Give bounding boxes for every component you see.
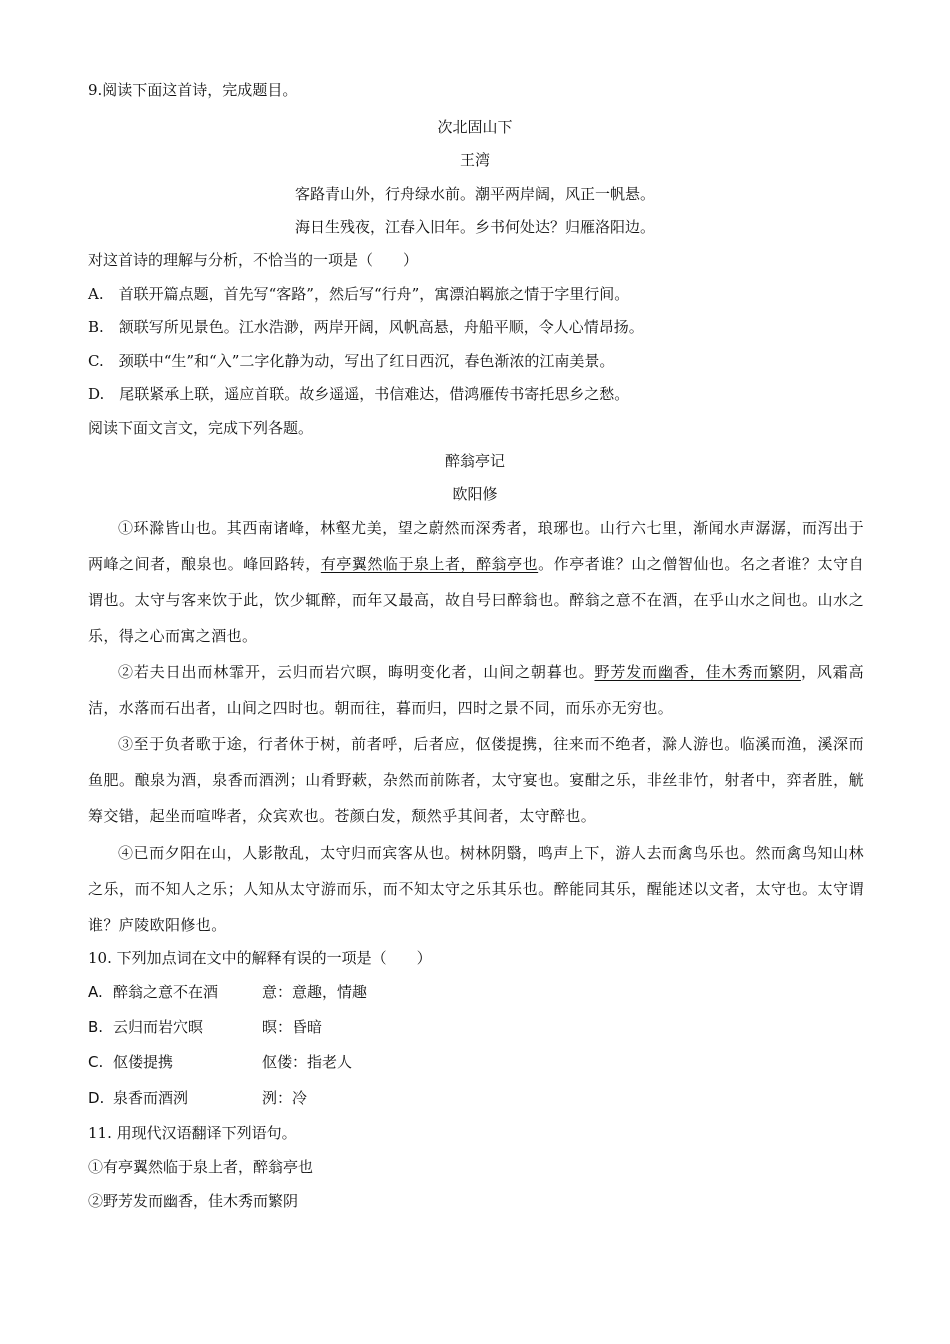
option-phrase: 云归而岩穴暝 xyxy=(113,1018,204,1036)
passage-author: 欧阳修 xyxy=(452,485,498,503)
passage-intro: 阅读下面文言文，完成下列各题。 xyxy=(88,419,314,437)
passage-paragraph-4: ④已而夕阳在山，人影散乱，太守归而宾客从也。树林阴翳，鸣声上下，游人去而禽鸟乐也。然而禽鸟知山林之乐，而不知人之乐；人知从太守游而乐，而不知太守之乐其乐也。醉能同其乐，醒能述以文者，太守也。太守谓谁？庐陵欧阳修也。 xyxy=(88,844,864,934)
q9-question: 对这首诗的理解与分析，不恰当的一项是（ ） xyxy=(88,251,419,269)
q9-option-a: A. 首联开篇点题，首先写“客路”，然后写“行舟”，寓漂泊羁旅之情于字里行间。 xyxy=(88,285,630,303)
q11-question: 11. 用现代汉语翻译下列语句。 xyxy=(88,1124,297,1142)
passage-paragraph-2: ②若夫日出而林霏开，云归而岩穴暝，晦明变化者，山间之朝暮也。野芳发而幽香，佳木秀而繁阴，风霜高洁，水落而石出者，山间之四时也。朝而往，暮而归，四时之景不同，而乐亦无穷也。 xyxy=(88,663,864,717)
option-label: D. xyxy=(88,1089,105,1107)
underlined-sentence-1: 有亭翼然临于泉上者，醉翁亭也 xyxy=(320,555,539,573)
option-meaning: 暝：昏暗 xyxy=(262,1018,323,1036)
option-phrase: 伛偻提携 xyxy=(113,1053,174,1071)
passage-paragraph-1: ①环滁皆山也。其西南诸峰，林壑尤美，望之蔚然而深秀者，琅琊也。山行六七里，渐闻水声潺潺，而泻出于两峰之间者，酿泉也。峰回路转，有亭翼然临于泉上者，醉翁亭也。作亭者谁？山之僧智仙也。名之者谁？太守自谓也。太守与客来饮于此，饮少辄醉，而年又最高，故自号曰醉翁也。醉翁之意不在酒，在乎山水之间也。山水之乐，得之心而寓之酒也。 xyxy=(88,519,864,645)
poem-author: 王湾 xyxy=(459,151,490,169)
option-meaning: 意：意趣，情趣 xyxy=(262,983,368,1001)
option-meaning: 伛偻：指老人 xyxy=(262,1053,353,1071)
poem-line-1: 客路青山外，行舟绿水前。潮平两岸阔，风正一帆悬。 xyxy=(294,185,655,203)
option-phrase: 醉翁之意不在酒 xyxy=(113,983,219,1001)
q9-option-b: B. 颔联写所见景色。江水浩渺，两岸开阔，风帆高悬，舟船平顺，令人心情昂扬。 xyxy=(88,318,644,336)
q9-option-d: D. 尾联紧承上联，遥应首联。故乡遥遥，书信难达，借鸿雁传书寄托思乡之愁。 xyxy=(88,385,630,403)
poem-title: 次北固山下 xyxy=(437,118,513,136)
q10-question: 10. 下列加点词在文中的解释有误的一项是（ ） xyxy=(88,949,432,967)
q11-item-1: ①有亭翼然临于泉上者，醉翁亭也 xyxy=(88,1158,314,1176)
option-label: A. xyxy=(88,983,103,1001)
q9-option-c: C. 颈联中“生”和“入”二字化静为动，写出了红日西沉，春色渐浓的江南美景。 xyxy=(88,352,615,370)
option-label: B. xyxy=(88,1018,104,1036)
option-meaning: 洌：冷 xyxy=(262,1089,308,1107)
passage-paragraph-3: ③至于负者歌于途，行者休于树，前者呼，后者应，伛偻提携，往来而不绝者，滁人游也。临溪而渔，溪深而鱼肥。酿泉为酒，泉香而酒洌；山肴野蔌，杂然而前陈者，太守宴也。宴酣之乐，非丝非竹，射者中，弈者胜，觥筹交错，起坐而喧哗者，众宾欢也。苍颜白发，颓然乎其间者，太守醉也。 xyxy=(88,735,864,825)
passage-title: 醉翁亭记 xyxy=(444,452,505,470)
poem-line-2: 海日生残夜，江春入旧年。乡书何处达？归雁洛阳边。 xyxy=(294,218,655,236)
q11-item-2: ②野芳发而幽香，佳木秀而繁阴 xyxy=(88,1192,299,1210)
option-label: C. xyxy=(88,1053,104,1071)
underlined-sentence-2: 野芳发而幽香，佳木秀而繁阴 xyxy=(594,663,801,681)
q9-intro: 9.阅读下面这首诗，完成题目。 xyxy=(88,81,298,99)
option-phrase: 泉香而酒洌 xyxy=(113,1089,189,1107)
